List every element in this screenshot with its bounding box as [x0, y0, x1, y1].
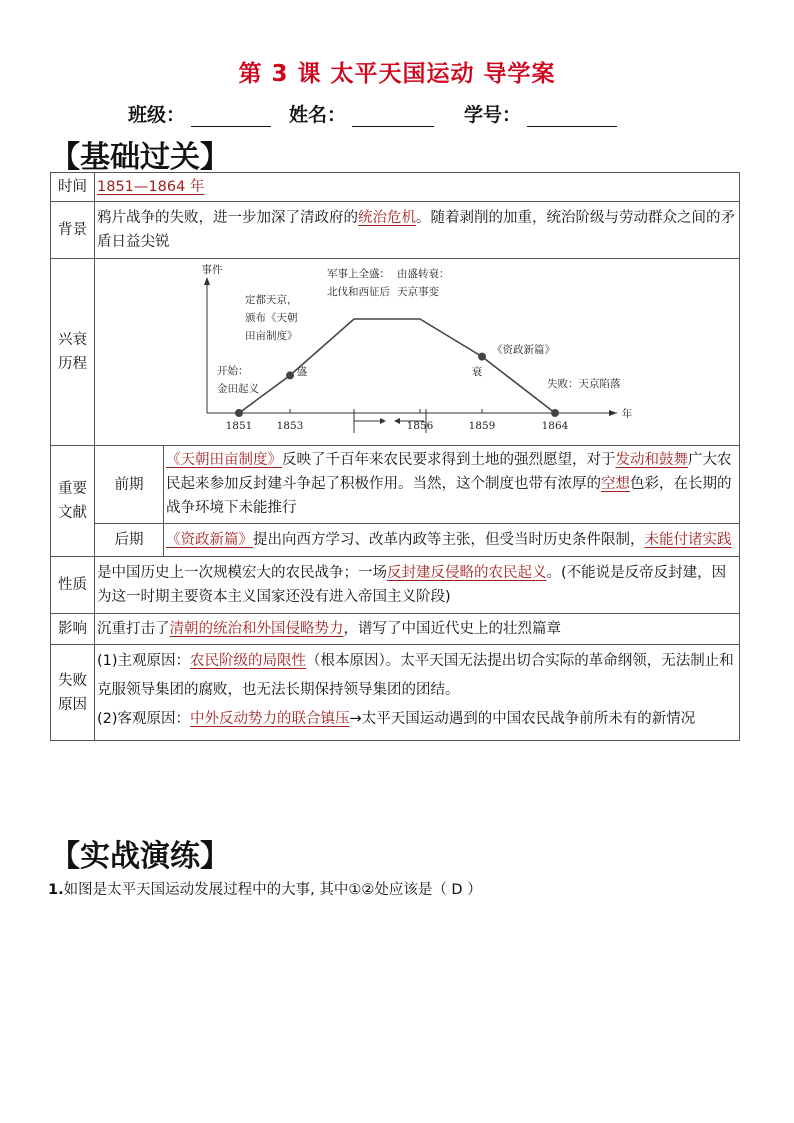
- x-axis-label: 年: [621, 408, 633, 420]
- student-info-line: [128, 100, 617, 127]
- point-label-1-1: 颁布《天朝: [245, 312, 298, 324]
- time-value: 1851—1864 年: [97, 179, 205, 195]
- row-impact: [51, 614, 740, 645]
- background-text-2: 。随着剥削的加重，统治阶级与劳动群众之间的矛盾日益尖锐: [97, 210, 735, 250]
- class-blank[interactable]: [191, 106, 271, 127]
- number-field[interactable]: [464, 100, 617, 127]
- summary-table: [50, 172, 740, 741]
- name-label: 姓名：: [289, 104, 347, 126]
- point-label-5-0: 失败：天京陷落: [547, 378, 621, 390]
- name-field[interactable]: [289, 100, 434, 127]
- failure-label: 失败原因: [58, 672, 87, 713]
- point-label-4-0: 《资政新篇》: [492, 344, 555, 356]
- cause1-text: （根本原因）。太平天国无法提出切合实际的革命纲领，无法制止和克服领导集团的腐败，也无法长期保持领导集团的团结。: [97, 653, 734, 698]
- cell-background: [95, 202, 740, 259]
- tick-label-1859: 1859: [468, 420, 496, 432]
- tick-label-1851: 1851: [225, 420, 253, 432]
- cause1-prefix: (1)主观原因：: [97, 653, 191, 669]
- x-axis-arrow: [609, 410, 617, 416]
- early-answer-1: 《天朝田亩制度》: [166, 452, 282, 468]
- nature-text-2: 。(不能说是反帝反封建，因为这一时期主要资本主义国家还没有进入帝国主义阶段): [97, 565, 727, 605]
- point-label-1-0: 定都天京，: [245, 294, 298, 306]
- label-early: 前期: [95, 446, 164, 524]
- cause2-answer: 中外反动势力的联合镇压: [190, 711, 350, 727]
- label-documents: [51, 446, 95, 557]
- point-1: [286, 371, 294, 379]
- early-text-1: 反映了千百年来农民要求得到土地的强烈愿望，对于: [282, 452, 616, 468]
- number-label: 学号：: [464, 104, 522, 126]
- number-blank[interactable]: [527, 106, 617, 127]
- class-label: 班级：: [128, 104, 186, 126]
- documents-label: 重要文献: [58, 481, 87, 521]
- impact-text-1: 沉重打击了: [97, 621, 170, 637]
- question-number: 1.: [48, 882, 64, 898]
- class-field[interactable]: [128, 100, 271, 127]
- cell-failure: [95, 645, 740, 741]
- cause2-text: →太平天国运动遇到的中国农民战争前所未有的新情况: [349, 711, 696, 727]
- early-text-2: 广大农民起来参加反封建斗争起了积极作用。当然，这个制度也带有浓厚的: [166, 452, 732, 492]
- row-documents-late: [51, 524, 740, 557]
- tick-label-1864: 1864: [541, 420, 569, 432]
- question-1: [48, 878, 482, 899]
- nature-text-1: 是中国历史上一次规模宏大的农民战争；一场: [97, 565, 387, 581]
- point-label-0-1: 金田起义: [217, 383, 259, 395]
- label-late: 后期: [95, 524, 164, 557]
- cell-course-chart: [95, 259, 740, 446]
- row-course: [51, 259, 740, 446]
- row-nature: [51, 557, 740, 614]
- section-practice: 【实战演练】: [50, 839, 230, 874]
- point-0: [235, 409, 243, 417]
- point-label-2-1: 北伐和西征后: [327, 286, 390, 298]
- late-answer-2: 未能付诸实践: [644, 532, 732, 548]
- cell-nature: [95, 557, 740, 614]
- rise-fall-chart: [97, 259, 737, 445]
- row-background: [51, 202, 740, 259]
- section-basic: 【基础过关】: [50, 140, 230, 175]
- row-failure: [51, 645, 740, 741]
- failure-cause-2: [97, 705, 737, 734]
- course-label: 兴衰历程: [58, 332, 87, 372]
- y-axis-arrow: [204, 277, 210, 285]
- background-text-1: 鸦片战争的失败，进一步加深了清政府的: [97, 210, 358, 226]
- early-answer-2: 发动和鼓舞: [615, 452, 688, 468]
- point-label-3-0: 由盛转衰：: [397, 268, 450, 280]
- point-label-0-0: 开始：: [217, 365, 249, 377]
- label-time: 时间: [51, 173, 95, 202]
- early-text-3: 色彩，在长期的战争环境下未能推行: [166, 476, 732, 516]
- bracket-arrowhead-right: [394, 418, 400, 424]
- late-answer-1: 《资政新篇》: [166, 532, 253, 548]
- question-text: 如图是太平天国运动发展过程中的大事, 其中①②处应该是（ D ）: [63, 882, 482, 898]
- late-text-1: 提出向西方学习、改革内政等主张，但受当时历史条件限制，: [253, 532, 645, 548]
- nature-answer-1: 反封建反侵略的农民起义: [387, 565, 547, 581]
- row-time: [51, 173, 740, 202]
- phase-label-fall: 衰: [471, 366, 483, 378]
- page-title: 第 3 课 太平天国运动 导学案: [238, 61, 556, 87]
- background-answer-1: 统治危机: [358, 210, 416, 226]
- failure-cause-1: [97, 647, 737, 705]
- phase-label-rise: 盛: [296, 366, 308, 378]
- early-answer-3: 空想: [601, 476, 630, 492]
- cell-impact: [95, 614, 740, 645]
- point-label-3-1: 天京事变: [397, 286, 439, 298]
- impact-answer-1: 清朝的统治和外国侵略势力: [169, 621, 344, 637]
- cell-late: [164, 524, 740, 557]
- impact-text-2: ，谱写了中国近代史上的壮烈篇章: [343, 621, 561, 637]
- point-label-2-0: 军事上全盛：: [327, 268, 390, 280]
- cell-time: [95, 173, 740, 202]
- y-axis-label: 事件: [201, 264, 223, 276]
- name-blank[interactable]: [352, 106, 434, 127]
- bracket-arrowhead-left: [380, 418, 386, 424]
- point-label-1-2: 田亩制度》: [245, 330, 298, 342]
- point-5: [551, 409, 559, 417]
- label-background: 背景: [51, 202, 95, 259]
- tick-label-1856: 1856: [406, 420, 434, 432]
- label-impact: 影响: [51, 614, 95, 645]
- point-4: [478, 353, 486, 361]
- label-course: [51, 259, 95, 446]
- label-nature: 性质: [51, 557, 95, 614]
- row-documents-early: [51, 446, 740, 524]
- cause2-prefix: (2)客观原因：: [97, 711, 191, 727]
- tick-label-1853: 1853: [276, 420, 304, 432]
- cell-early: [164, 446, 740, 524]
- cause1-answer: 农民阶级的局限性: [190, 653, 307, 669]
- label-failure: [51, 645, 95, 741]
